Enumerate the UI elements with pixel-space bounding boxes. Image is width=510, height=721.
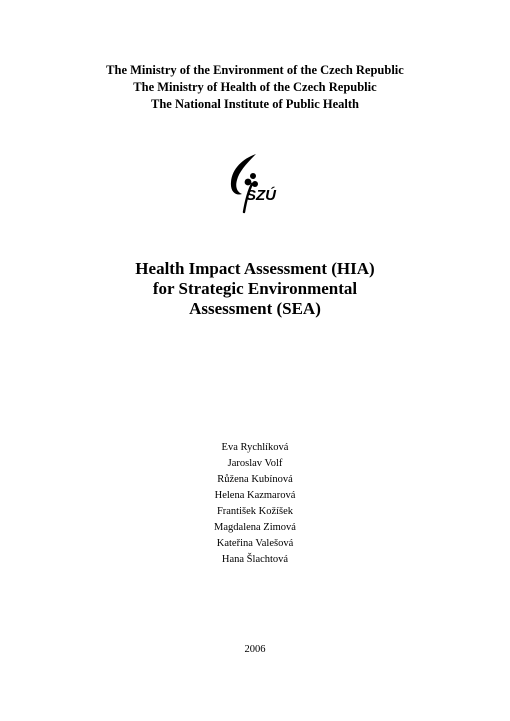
- title-line: Health Impact Assessment (HIA): [135, 259, 375, 278]
- szu-logo-graphic: [222, 152, 288, 216]
- author-name: Hana Šlachtová: [221, 554, 289, 565]
- logo-text: SZÚ: [246, 187, 276, 204]
- author-name: Růžena Kubínová: [217, 474, 293, 485]
- publication-year: 2006: [244, 644, 266, 655]
- author-name: Magdalena Zimová: [214, 522, 296, 533]
- author-name: Helena Kazmarová: [214, 490, 296, 501]
- title-line: for Strategic Environmental: [152, 279, 358, 298]
- author-name: Jaroslav Volf: [227, 458, 283, 469]
- szu-logo-icon: [222, 152, 288, 216]
- authors-list: [0, 440, 510, 568]
- author-name: Kateřina Valešová: [216, 538, 294, 549]
- institution-line: The Ministry of the Environment of the Czech Republic: [106, 63, 404, 77]
- author-name: Eva Rychlíková: [221, 442, 289, 453]
- institutions-block: [0, 62, 510, 113]
- document-title: [0, 259, 510, 319]
- institution-line: The Ministry of Health of the Czech Republic: [133, 80, 377, 94]
- author-name: František Kožíšek: [216, 506, 294, 517]
- institution-line: The National Institute of Public Health: [151, 97, 359, 111]
- title-line: Assessment (SEA): [189, 299, 321, 318]
